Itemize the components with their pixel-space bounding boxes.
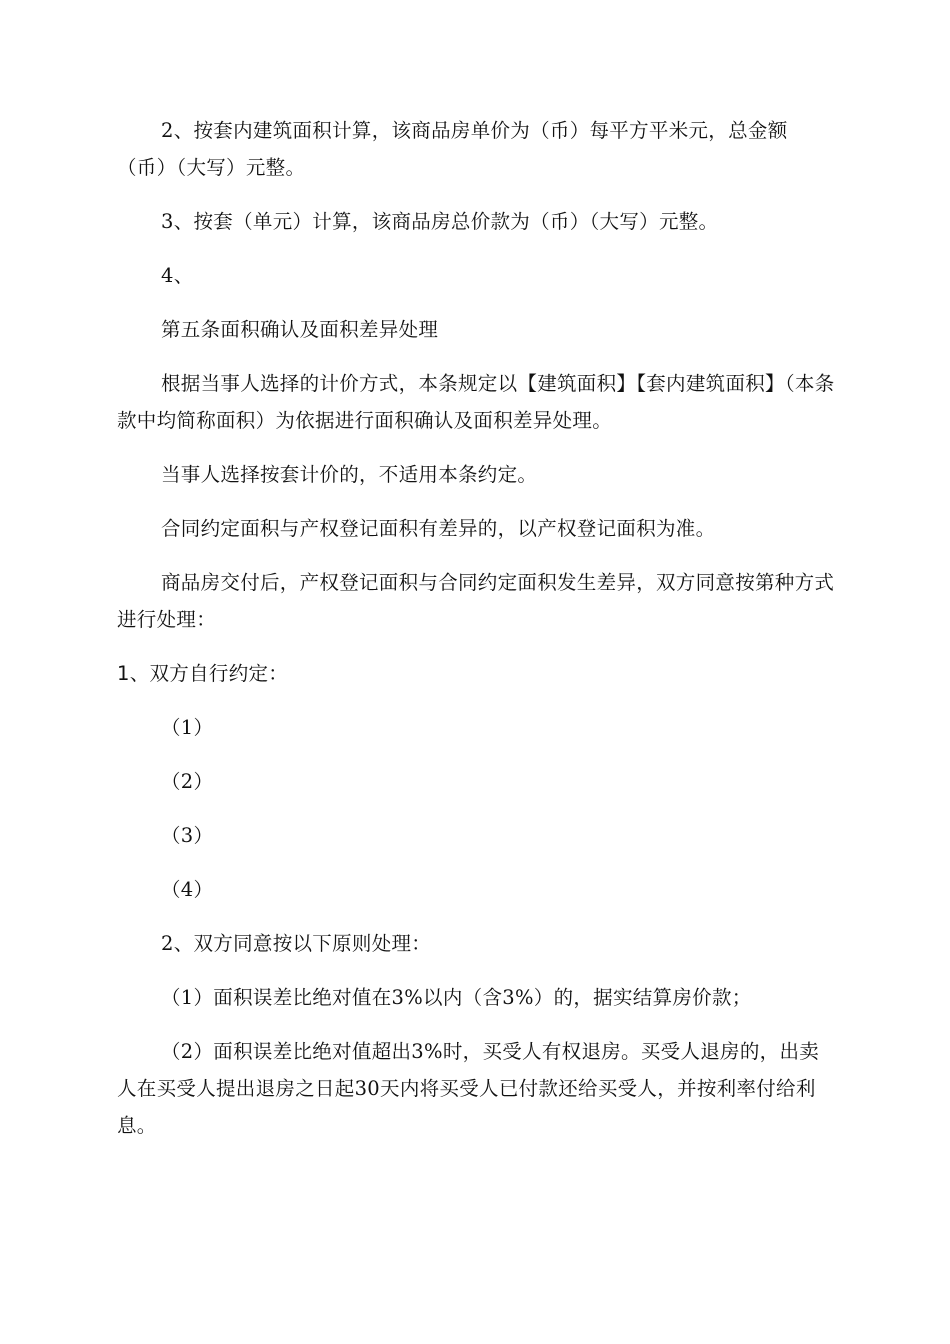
list-subitem-3: （3） xyxy=(161,824,214,847)
paragraph-area-basis: 根据当事人选择的计价方式，本条规定以【建筑面积】【套内建筑面积】（本条款中均简称面积）为依据进行面积确认及面积差异处理。 xyxy=(117,372,835,432)
document-page xyxy=(117,112,837,1161)
list-subitem-1: （1） xyxy=(161,716,214,739)
principle-within-3-percent: （1）面积误差比绝对值在3%以内（含3%）的，据实结算房价款； xyxy=(161,986,752,1009)
paragraph-unit-pricing-exception: 当事人选择按套计价的，不适用本条约定。 xyxy=(161,463,538,486)
paragraph-item-4: 4、 xyxy=(161,264,194,287)
principle-exceeds-3-percent: （2）面积误差比绝对值超出3%时，买受人有权退房。买受人退房的，出卖人在买受人提出退房之日起30天内将买受人已付款还给买受人，并按利率付给利息。 xyxy=(117,1040,820,1137)
list-subitem-2: （2） xyxy=(161,770,214,793)
list-item-principles: 2、双方同意按以下原则处理： xyxy=(161,932,432,955)
paragraph-item-2-price-by-inner-area: 2、按套内建筑面积计算，该商品房单价为（币）每平方平米元，总金额（币）（大写）元整。 xyxy=(117,119,788,179)
paragraph-area-difference-handling: 商品房交付后，产权登记面积与合同约定面积发生差异，双方同意按第种方式进行处理： xyxy=(117,571,835,631)
paragraph-registered-area-prevails: 合同约定面积与产权登记面积有差异的，以产权登记面积为准。 xyxy=(161,517,716,540)
list-subitem-4: （4） xyxy=(161,878,214,901)
section-heading-article-5: 第五条面积确认及面积差异处理 xyxy=(161,318,439,341)
paragraph-item-3-price-by-unit: 3、按套（单元）计算，该商品房总价款为（币）（大写）元整。 xyxy=(161,210,719,233)
list-item-self-agreement: 1、双方自行约定： xyxy=(117,662,289,685)
